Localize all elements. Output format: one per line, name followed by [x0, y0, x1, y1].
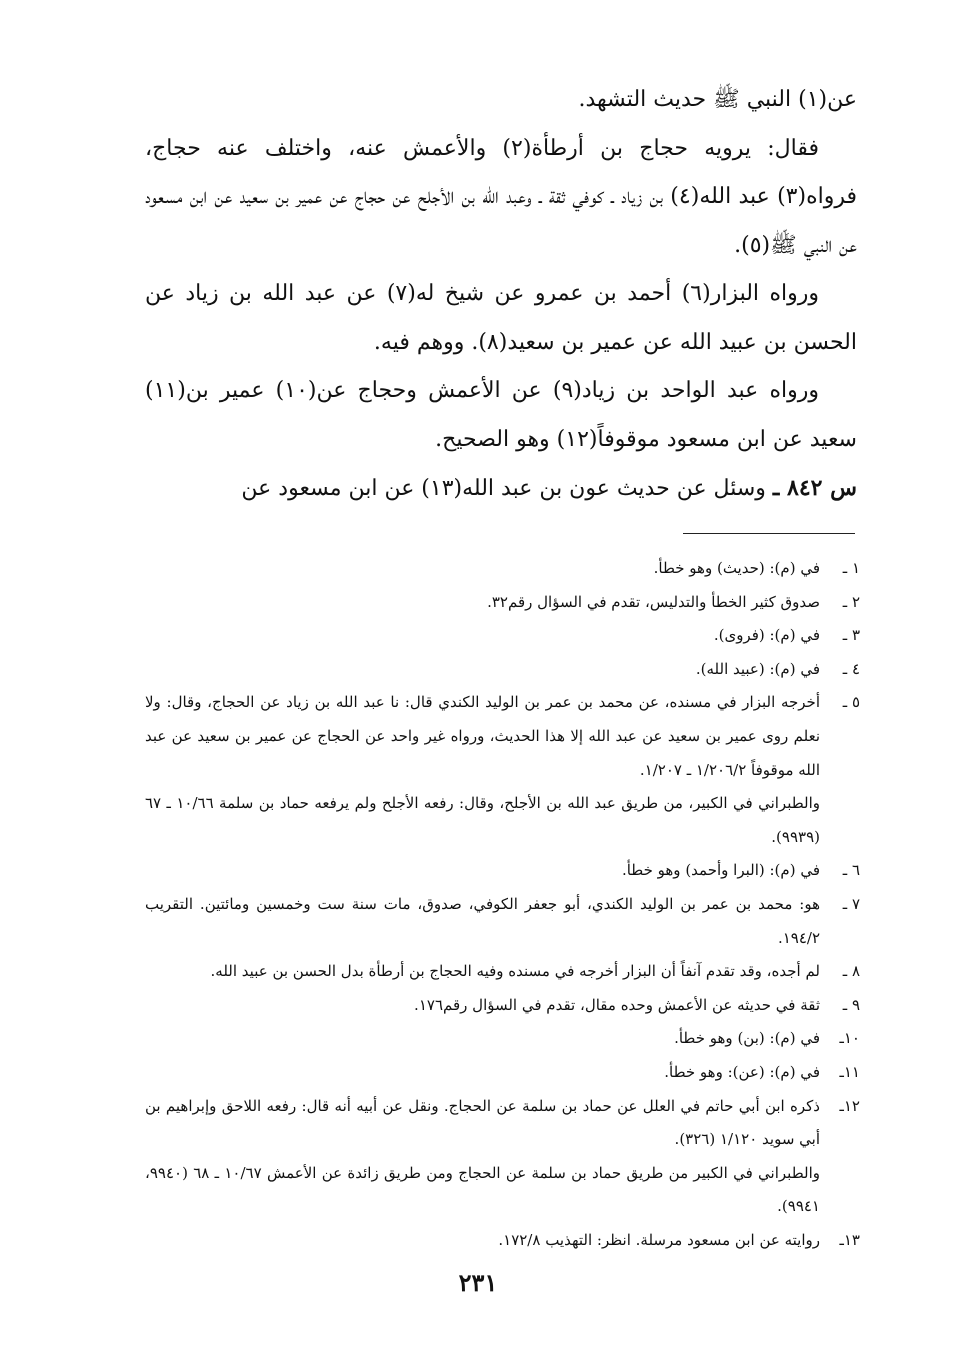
- footnote-item: [145, 552, 860, 586]
- footnote-number: ٧ ـ: [842, 894, 860, 913]
- footnote-continuation: [145, 1157, 860, 1224]
- footnote-item: [145, 854, 860, 888]
- footnote-number: ١ ـ: [842, 559, 860, 577]
- footnote-number: ٦ ـ: [842, 861, 860, 880]
- paragraph-3: ورواه البزار(٦) أحمد بن عمرو عن شيخ له(٧) عن عبد الله بن زياد عن الحسن بن عبيد الله عن عمير بن سعيد(٨). ووهم فيه.: [145, 281, 857, 355]
- footnote-item: [145, 1022, 860, 1056]
- footnote-text: لم أجده، وقد تقدم آنفاً أن البزار أخرجه في مسنده وفيه الحجاج بن أرطأة بدل الحسن بن عبيد الله.: [210, 962, 820, 981]
- footnote-number: ٥ ـ: [842, 693, 860, 712]
- footnote-text: والطبراني في الكبير من طريق حماد بن سلمة عن الحجاج ومن طريق زائدة عن الأعمش ١٠/٦٧ ـ ٦٨ (٩٩٤٠، ٩٩٤١).: [145, 1163, 820, 1216]
- footnote-text: في (م): (البرا وأحمد) وهو خطأ.: [621, 861, 820, 880]
- footnote-number: ١١ـ: [839, 1062, 860, 1081]
- footnote-item: [145, 653, 860, 687]
- footnote-text: أخرجه البزار في مسنده، عن محمد بن عمر بن الوليد الكندي قال: نا عبد الله بن زياد عن الحجاج، وقال: ولا نعلم روى عمير بن سعيد عن عبد الله إلا هذا الحديث، ورواه غير واحد عن الحجاج عن عمير بن سعيد عن عبد الله موقوفاً ١/٢٠٦/٢ ـ ١/٢٠٧.: [145, 693, 820, 779]
- footnote-text: في (م): (فروى).: [713, 626, 820, 645]
- footnote-number: ٤ ـ: [842, 659, 860, 678]
- paragraph-1: عن(١) النبي ﷺ حديث التشهد.: [578, 87, 857, 112]
- footnote-item: [145, 955, 860, 989]
- footnote-text: في (م): (بن) وهو خطأ.: [674, 1029, 820, 1048]
- footnote-number: ١٠ـ: [839, 1029, 860, 1048]
- footnote-item: [145, 1224, 860, 1258]
- footnote-item: [145, 619, 860, 653]
- footnote-text: هو: محمد بن عمر بن الوليد الكندي، أبو جعفر الكوفي، صدوق، مات سنة ست وخمسين ومائتين. التقريب ١٩٤/٢.: [145, 894, 820, 947]
- footnote-divider: [683, 533, 855, 534]
- footnote-item: [145, 989, 860, 1023]
- question-number: س ٨٤٢ ـ: [772, 475, 857, 501]
- footnote-number: ٢ ـ: [842, 592, 860, 611]
- question-paragraph: [145, 464, 857, 514]
- footnote-item: [145, 1056, 860, 1090]
- footnote-text: والطبراني في الكبير، من طريق عبد الله بن الأجلح، وقال: رفعه الأجلح ولم يرفعه حماد بن سلمة ١٠/٦٦ ـ ٦٧ (٩٩٣٩).: [145, 794, 821, 846]
- footnote-continuation: [145, 787, 860, 854]
- footnote-text: في (م): (عبيد الله).: [695, 659, 820, 678]
- footnotes: [145, 552, 860, 1257]
- footnote-text: ثقة في حديثه عن الأعمش وحده مقال، تقدم في السؤال رقم١٧٦.: [414, 995, 820, 1014]
- question-text: وسئل عن حديث عون بن عبد الله(١٣) عن ابن مسعود عن: [241, 476, 766, 501]
- page-number: ٢٣١: [458, 1268, 498, 1297]
- footnote-number: ١٣ـ: [839, 1230, 860, 1249]
- footnote-item: [145, 586, 860, 620]
- footnote-text: في (م): (عن): وهو خطأ.: [664, 1062, 820, 1081]
- main-text: [145, 76, 857, 514]
- footnote-item: [145, 1090, 860, 1157]
- footnote-text: في (م): (حديث) وهو خطأ.: [653, 559, 820, 577]
- paragraph-4: ورواه عبد الواحد بن زياد(٩) عن الأعمش وحجاج عن(١٠) عمير بن(١١) سعيد عن ابن مسعود موقوفاً(١٢) وهو الصحيح.: [145, 378, 857, 452]
- footnote-item: [145, 888, 860, 955]
- footnote-number: ٣ ـ: [842, 626, 860, 645]
- footnote-text: ذكره ابن أبي حاتم في العلل عن حماد بن سلمة عن الحجاج. ونقل عن أبيه أنه قال: رفعه اللاحق وإبراهيم بن أبي سويد ١/١٢٠ (٣٢٦).: [145, 1096, 820, 1149]
- footnote-text: صدوق كثير الخطأ والتدليس، تقدم في السؤال رقم٣٢.: [487, 592, 820, 611]
- footnote-number: ١٢ـ: [839, 1096, 860, 1115]
- footnote-item: [145, 686, 860, 787]
- paragraph-2: فقال: يرويه حجاج بن أرطأة(٢) والأعمش عنه، واختلف عنه حجاج، فرواه(٣) عبد الله(٤) بن زياد ـ كوفي ثقة ـ وعبد الله بن الأجلح عن حجاج عن عمير بن سعيد عن ابن مسعود عن النبي ﷺ(٥).: [145, 135, 857, 258]
- footnote-number: ٩ ـ: [842, 995, 860, 1014]
- footnote-text: روايته عن ابن مسعود مرسلة. انظر: التهذيب ١٧٢/٨.: [498, 1230, 820, 1249]
- footnote-number: ٨ ـ: [842, 962, 860, 981]
